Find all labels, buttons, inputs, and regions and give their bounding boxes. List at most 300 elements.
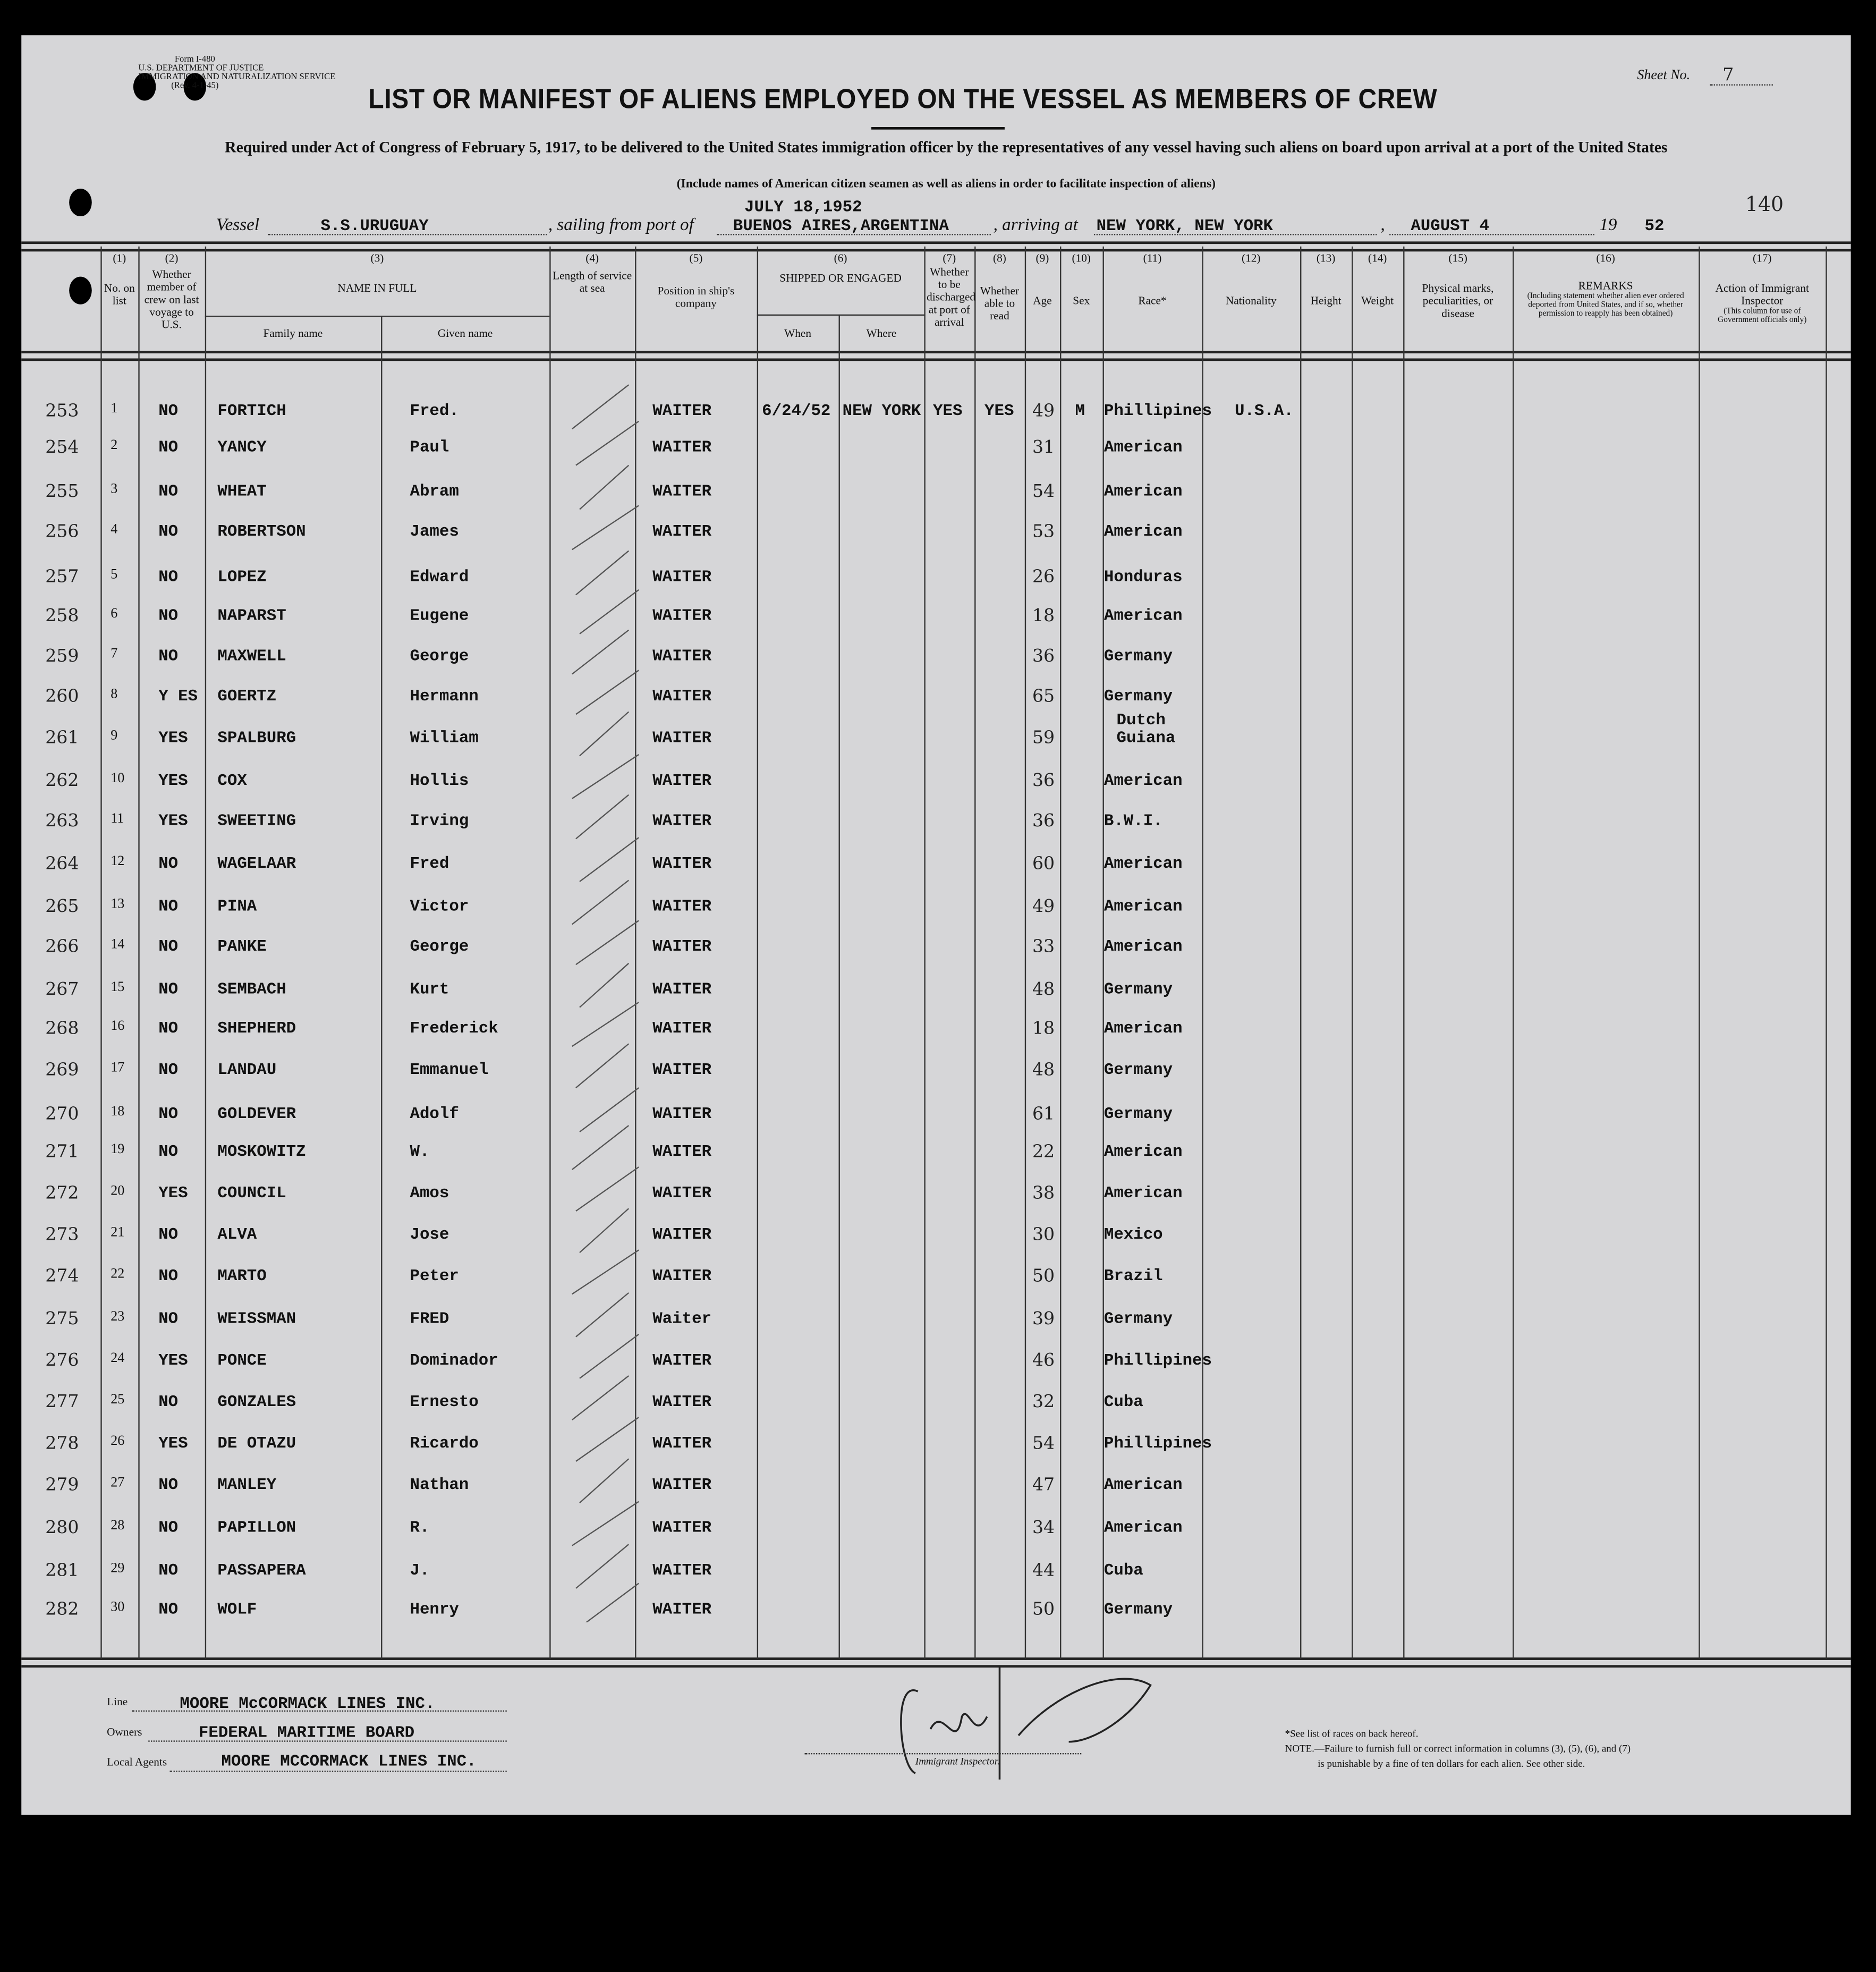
row-reference-number: 274 xyxy=(45,1266,79,1287)
pencil-tick-mark xyxy=(572,1125,629,1170)
column-number: (11) xyxy=(1143,251,1162,264)
column-title: Sex xyxy=(1073,294,1090,307)
arrival-port: NEW YORK, NEW YORK xyxy=(1096,216,1274,235)
owners-value: FEDERAL MARITIME BOARD xyxy=(198,1723,415,1742)
agents-dots xyxy=(169,1771,506,1772)
column-header-c10n xyxy=(1060,251,1102,307)
sheet-label: Sheet No. xyxy=(1637,67,1691,83)
age: 30 xyxy=(1032,1225,1055,1245)
given-name: Ricardo xyxy=(410,1433,479,1453)
race: American xyxy=(1103,1141,1183,1161)
age: 49 xyxy=(1032,896,1055,917)
race: American xyxy=(1103,853,1183,873)
line-label: Line xyxy=(107,1695,128,1708)
previous-voyage: NO xyxy=(158,1518,179,1537)
row-reference-number: 266 xyxy=(45,937,79,957)
row-reference-number: 258 xyxy=(45,606,79,627)
race: Brazil xyxy=(1103,1266,1163,1285)
given-name: William xyxy=(410,728,479,747)
row-reference-number: 276 xyxy=(45,1350,79,1371)
position: WAITER xyxy=(652,606,712,625)
pencil-tick-mark xyxy=(580,837,639,882)
service: IMMIGRATION AND NATURALIZATION SERVICE xyxy=(138,71,336,82)
given-name: Adolf xyxy=(410,1104,459,1123)
column-subheader-c6b: Where xyxy=(866,327,897,340)
race: Germany xyxy=(1103,1104,1173,1123)
age: 47 xyxy=(1032,1475,1055,1495)
family-name: SWEETING xyxy=(217,811,296,830)
age: 44 xyxy=(1032,1560,1055,1581)
list-number: 11 xyxy=(111,811,124,826)
row-reference-number: 277 xyxy=(45,1392,79,1412)
position: WAITER xyxy=(652,1104,712,1123)
position: WAITER xyxy=(652,1060,712,1079)
race: Germany xyxy=(1103,1599,1173,1619)
row-reference-number: 262 xyxy=(45,771,79,791)
race: Phillipines xyxy=(1103,1433,1212,1453)
given-name: Hollis xyxy=(410,771,469,790)
table-row xyxy=(0,1597,1851,1622)
column-number: (15) xyxy=(1448,251,1467,264)
column-number: (13) xyxy=(1316,251,1336,264)
given-name: Frederick xyxy=(410,1018,498,1038)
revision: (Rev. 4-1-45) xyxy=(171,80,219,91)
pencil-tick-mark xyxy=(580,1088,639,1132)
header-bottom-rule xyxy=(21,351,1850,361)
age: 54 xyxy=(1032,481,1055,502)
column-header-c15n xyxy=(1403,251,1513,319)
previous-voyage: NO xyxy=(158,1560,179,1580)
given-name: Edward xyxy=(410,567,469,586)
column-title: No. on list xyxy=(104,282,135,307)
column-title: REMARKS xyxy=(1578,279,1633,292)
previous-voyage: Y ES xyxy=(158,687,198,706)
given-name: Peter xyxy=(410,1266,459,1285)
previous-voyage: NO xyxy=(158,1225,179,1244)
table-row xyxy=(0,644,1851,669)
pencil-tick-mark xyxy=(572,1502,639,1546)
list-number: 15 xyxy=(111,979,125,995)
table-row xyxy=(0,604,1851,629)
vessel-label: Vessel xyxy=(216,216,260,235)
penalty-note-2: is punishable by a fine of ten dollars for each alien. See other side. xyxy=(1318,1758,1585,1770)
previous-voyage: NO xyxy=(158,522,179,541)
column-subheader-c3b: Given name xyxy=(437,327,493,340)
race: American xyxy=(1103,606,1183,625)
race: B.W.I. xyxy=(1103,811,1163,830)
race: Mexico xyxy=(1103,1225,1163,1244)
row-reference-number: 254 xyxy=(45,437,79,458)
shipped-when: 6/24/52 xyxy=(762,401,831,420)
age: 32 xyxy=(1032,1392,1055,1412)
previous-voyage: NO xyxy=(158,1392,179,1411)
table-row xyxy=(0,435,1851,460)
age: 50 xyxy=(1032,1266,1055,1287)
race: Germany xyxy=(1103,687,1173,706)
row-reference-number: 261 xyxy=(45,728,79,749)
column-header-c2n xyxy=(138,251,205,331)
given-name: Eugene xyxy=(410,606,469,625)
previous-voyage: NO xyxy=(158,937,179,956)
list-number: 22 xyxy=(111,1266,125,1282)
family-name: COUNCIL xyxy=(217,1183,286,1203)
previous-voyage: YES xyxy=(158,1350,188,1370)
given-name: R. xyxy=(410,1518,430,1537)
list-number: 6 xyxy=(111,606,118,622)
row-reference-number: 265 xyxy=(45,896,79,917)
race: American xyxy=(1103,481,1183,501)
list-number: 7 xyxy=(111,646,118,662)
position: WAITER xyxy=(652,937,712,956)
pencil-tick-mark xyxy=(580,466,629,510)
sex: M xyxy=(1075,401,1085,420)
given-name: J. xyxy=(410,1560,430,1580)
column-subheader-c3a: Family name xyxy=(263,327,323,340)
given-name: W. xyxy=(410,1141,430,1161)
age: 26 xyxy=(1032,567,1055,588)
instruction-note: (Include names of American citizen seamen as well as aliens in order to facilitate inspection of aliens) xyxy=(676,177,1216,191)
column-number: (16) xyxy=(1596,251,1615,264)
family-name: MOSKOWITZ xyxy=(217,1141,306,1161)
family-name: SPALBURG xyxy=(217,728,296,747)
table-row xyxy=(0,1558,1851,1583)
row-reference-number: 270 xyxy=(45,1104,79,1124)
family-name: SEMBACH xyxy=(217,979,286,999)
column-header-c6n xyxy=(757,251,924,284)
column-number: (8) xyxy=(993,251,1006,264)
shipped-where: NEW YORK xyxy=(842,401,921,420)
table-row xyxy=(0,684,1851,709)
sailing-date: JULY 18,1952 xyxy=(744,197,862,217)
list-number: 17 xyxy=(111,1060,125,1076)
column-header-c7n xyxy=(924,251,974,328)
family-name: MAXWELL xyxy=(217,646,286,665)
able-to-read: YES xyxy=(984,401,1014,420)
list-number: 5 xyxy=(111,567,118,582)
age: 54 xyxy=(1032,1433,1055,1454)
agents-label: Local Agents xyxy=(107,1755,167,1768)
list-number: 8 xyxy=(111,687,118,702)
table-row xyxy=(0,1431,1851,1456)
pencil-tick-mark xyxy=(576,421,639,466)
age: 59 xyxy=(1032,728,1055,749)
family-name: GOERTZ xyxy=(217,687,277,706)
position: WAITER xyxy=(652,896,712,916)
previous-voyage: NO xyxy=(158,1018,179,1038)
pencil-tick-mark xyxy=(576,1044,629,1088)
age: 18 xyxy=(1032,606,1055,627)
column-header-c9n xyxy=(1025,251,1060,307)
family-name: PONCE xyxy=(217,1350,267,1370)
list-number: 26 xyxy=(111,1433,125,1449)
position: WAITER xyxy=(652,1433,712,1453)
row-reference-number: 268 xyxy=(45,1018,79,1039)
given-name: George xyxy=(410,646,469,665)
arrival-date: AUGUST 4 xyxy=(1411,216,1490,235)
family-name: GOLDEVER xyxy=(217,1104,296,1123)
pencil-tick-mark xyxy=(572,1376,629,1420)
race: Honduras xyxy=(1103,567,1183,586)
column-title: Weight xyxy=(1361,294,1394,307)
previous-voyage: NO xyxy=(158,1309,179,1328)
table-row xyxy=(0,1139,1851,1164)
column-title: Whether able to read xyxy=(980,284,1020,322)
list-number: 3 xyxy=(111,481,118,497)
race: American xyxy=(1103,1475,1183,1494)
column-title: SHIPPED OR ENGAGED xyxy=(779,272,902,284)
table-row xyxy=(0,1222,1851,1247)
family-name: PANKE xyxy=(217,937,267,956)
list-number: 9 xyxy=(111,728,118,743)
column-number: (3) xyxy=(370,251,384,264)
family-name: WHEAT xyxy=(217,481,267,501)
column-header-c1n xyxy=(100,251,138,307)
list-number: 12 xyxy=(111,853,125,869)
pencil-tick-mark xyxy=(576,795,629,839)
race: American xyxy=(1103,437,1183,457)
nationality: U.S.A. xyxy=(1235,401,1294,420)
table-row xyxy=(0,399,1851,424)
row-reference-number: 273 xyxy=(45,1225,79,1245)
punch-hole xyxy=(69,189,92,216)
table-row xyxy=(0,1472,1851,1497)
position: WAITER xyxy=(652,811,712,830)
race: Germany xyxy=(1103,1060,1173,1079)
races-note: *See list of races on back hereof. xyxy=(1285,1728,1419,1740)
pencil-tick-mark xyxy=(576,920,639,964)
race: American xyxy=(1103,937,1183,956)
given-name: Irving xyxy=(410,811,469,830)
given-name: George xyxy=(410,937,469,956)
given-name: Abram xyxy=(410,481,459,501)
penalty-note-1: NOTE.—Failure to furnish full or correct information in columns (3), (5), (6), and (7) xyxy=(1285,1743,1631,1755)
position: WAITER xyxy=(652,1183,712,1203)
pencil-tick-mark xyxy=(580,712,629,756)
family-name: WEISSMAN xyxy=(217,1309,296,1328)
row-reference-number: 279 xyxy=(45,1475,79,1495)
list-number: 1 xyxy=(111,401,118,417)
row-reference-number: 280 xyxy=(45,1518,79,1538)
age: 36 xyxy=(1032,811,1055,832)
form-id-block xyxy=(138,54,336,91)
sailing-label: , sailing from port of xyxy=(548,216,694,235)
pencil-tick-mark xyxy=(572,1250,639,1294)
given-name: James xyxy=(410,522,459,541)
pencil-tick-mark xyxy=(576,1293,629,1337)
position: WAITER xyxy=(652,1518,712,1537)
position: WAITER xyxy=(652,1266,712,1285)
table-row xyxy=(0,519,1851,544)
column-header-c17n xyxy=(1699,251,1826,324)
age: 61 xyxy=(1032,1104,1055,1124)
arrival-year: 52 xyxy=(1644,216,1665,235)
race: American xyxy=(1103,1183,1183,1203)
age: 22 xyxy=(1032,1141,1055,1162)
given-name: Fred. xyxy=(410,401,459,420)
list-number: 27 xyxy=(111,1475,125,1491)
table-row xyxy=(0,894,1851,919)
table-row xyxy=(0,1181,1851,1206)
list-number: 23 xyxy=(111,1309,125,1325)
position: WAITER xyxy=(652,853,712,873)
row-reference-number: 255 xyxy=(45,481,79,502)
race: Dutch Guiana xyxy=(1116,710,1176,747)
family-name: PINA xyxy=(217,896,257,916)
column-header-c5n xyxy=(635,251,757,309)
age: 46 xyxy=(1032,1350,1055,1371)
pencil-tick-mark xyxy=(580,963,629,1008)
column-title: Position in ship's company xyxy=(657,284,735,310)
given-name: Kurt xyxy=(410,979,449,999)
previous-voyage: NO xyxy=(158,606,179,625)
pencil-tick-mark xyxy=(580,1334,639,1378)
column-number: (6) xyxy=(834,251,847,264)
age: 60 xyxy=(1032,853,1055,874)
previous-voyage: NO xyxy=(158,401,179,420)
row-reference-number: 264 xyxy=(45,853,79,874)
position: WAITER xyxy=(652,1599,712,1619)
discharged-at-port: YES xyxy=(933,401,963,420)
column-header-c3n xyxy=(205,251,549,294)
position: WAITER xyxy=(652,1225,712,1244)
given-name: Amos xyxy=(410,1183,449,1203)
position: WAITER xyxy=(652,1141,712,1161)
vessel-name: S.S.URUGUAY xyxy=(320,216,429,235)
column-title: Action of Immigrant Inspector xyxy=(1715,282,1809,307)
age: 36 xyxy=(1032,646,1055,667)
previous-voyage: NO xyxy=(158,567,179,586)
family-name: ALVA xyxy=(217,1225,257,1244)
age: 34 xyxy=(1032,1518,1055,1538)
pencil-tick-mark xyxy=(576,1417,639,1461)
column-title: Physical marks, peculiarities, or disease xyxy=(1422,282,1494,320)
title-rule xyxy=(871,127,1005,130)
length-of-service-pencil-marks xyxy=(553,365,679,1622)
column-header-c12n xyxy=(1202,251,1300,307)
list-number: 25 xyxy=(111,1392,125,1408)
given-name: Dominador xyxy=(410,1350,498,1370)
column-title: Race* xyxy=(1138,294,1167,307)
position: WAITER xyxy=(652,979,712,999)
column-subtitle: (Including statement whether alien ever ordered deported from United States, and if so, whether permission to reapply has been obtained) xyxy=(1527,292,1684,318)
row-reference-number: 257 xyxy=(45,567,79,588)
column-number: (14) xyxy=(1368,251,1387,264)
column-title: Nationality xyxy=(1225,294,1277,307)
table-row xyxy=(0,1102,1851,1127)
list-number: 18 xyxy=(111,1104,125,1120)
age: 48 xyxy=(1032,979,1055,1000)
column-number: (4) xyxy=(585,251,599,264)
given-name: Victor xyxy=(410,896,469,916)
column-subheader-c6a: When xyxy=(784,327,812,340)
age: 18 xyxy=(1032,1018,1055,1039)
position: WAITER xyxy=(652,1350,712,1370)
family-name: WAGELAAR xyxy=(217,853,296,873)
name-subrule xyxy=(205,316,549,317)
previous-voyage: NO xyxy=(158,979,179,999)
column-title: Whether member of crew on last voyage to U.S. xyxy=(144,268,199,331)
inspector-label: Immigrant Inspector. xyxy=(915,1755,1000,1767)
race: Phillipines xyxy=(1103,1350,1212,1370)
previous-voyage: NO xyxy=(158,1599,179,1619)
race: Cuba xyxy=(1103,1560,1143,1580)
stamp-number: 140 xyxy=(1745,192,1784,217)
family-name: MARTO xyxy=(217,1266,267,1285)
column-number: (10) xyxy=(1072,251,1091,264)
previous-voyage: NO xyxy=(158,896,179,916)
age: 31 xyxy=(1032,437,1055,458)
race: American xyxy=(1103,522,1183,541)
previous-voyage: NO xyxy=(158,1060,179,1079)
row-reference-number: 260 xyxy=(45,687,79,707)
column-number: (17) xyxy=(1753,251,1772,264)
column-title: Age xyxy=(1033,294,1052,307)
given-name: Paul xyxy=(410,437,449,457)
list-number: 29 xyxy=(111,1560,125,1576)
family-name: DE OTAZU xyxy=(217,1433,296,1453)
position: WAITER xyxy=(652,1475,712,1494)
family-name: FORTICH xyxy=(217,401,286,420)
previous-voyage: YES xyxy=(158,1183,188,1203)
table-row xyxy=(0,1016,1851,1041)
pencil-tick-mark xyxy=(580,590,639,634)
row-reference-number: 278 xyxy=(45,1433,79,1454)
previous-voyage: NO xyxy=(158,481,179,501)
list-number: 28 xyxy=(111,1518,125,1533)
header-top-rule xyxy=(21,241,1850,251)
race: Germany xyxy=(1103,646,1173,665)
previous-voyage: NO xyxy=(158,437,179,457)
family-name: PASSAPERA xyxy=(217,1560,306,1580)
previous-voyage: YES xyxy=(158,771,188,790)
column-subtitle: (This column for use of Government officials only) xyxy=(1718,307,1807,325)
row-reference-number: 263 xyxy=(45,811,79,832)
family-name: SHEPHERD xyxy=(217,1018,296,1038)
age: 49 xyxy=(1032,401,1055,421)
table-row xyxy=(0,934,1851,959)
list-number: 13 xyxy=(111,896,125,912)
family-name: COX xyxy=(217,771,247,790)
form-number: Form I-480 xyxy=(174,54,215,64)
age: 36 xyxy=(1032,771,1055,791)
column-header-c13n xyxy=(1300,251,1352,307)
table-row xyxy=(0,565,1851,590)
position: WAITER xyxy=(652,522,712,541)
row-reference-number: 275 xyxy=(45,1309,79,1330)
pencil-tick-mark xyxy=(576,1544,629,1588)
table-row xyxy=(0,809,1851,834)
table-row xyxy=(0,851,1851,876)
given-name: Henry xyxy=(410,1599,459,1619)
position: WAITER xyxy=(652,1018,712,1038)
race: American xyxy=(1103,771,1183,790)
list-number: 21 xyxy=(111,1225,125,1240)
list-number: 20 xyxy=(111,1183,125,1199)
family-name: ROBERTSON xyxy=(217,522,306,541)
row-reference-number: 271 xyxy=(45,1141,79,1162)
pencil-tick-mark xyxy=(572,881,629,925)
pencil-tick-mark xyxy=(572,630,629,674)
list-number: 10 xyxy=(111,771,125,786)
column-title: Whether to be discharged at port of arrival xyxy=(927,265,976,328)
column-title: Length of service at sea xyxy=(553,269,632,294)
row-reference-number: 281 xyxy=(45,1560,79,1581)
previous-voyage: NO xyxy=(158,1266,179,1285)
column-number: (5) xyxy=(689,251,703,264)
pencil-tick-mark xyxy=(576,551,629,595)
position: WAITER xyxy=(652,1560,712,1580)
age: 50 xyxy=(1032,1599,1055,1620)
